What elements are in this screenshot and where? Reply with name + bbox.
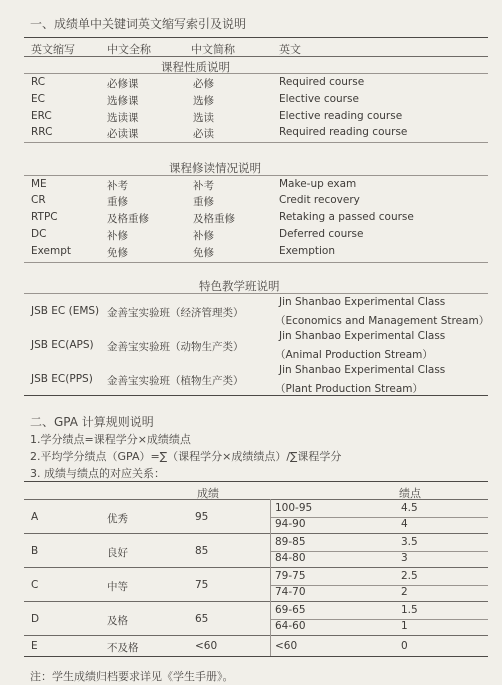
table-cell: Required reading course — [279, 126, 408, 138]
section1-title: 一、成绩单中关键词英文缩写索引及说明 — [30, 17, 247, 31]
table-cell: 补修 — [193, 230, 214, 242]
table-cell: （Economics and Management Stream） — [275, 315, 490, 327]
table-cell: 必修课 — [107, 78, 139, 90]
score-range: <60 — [275, 640, 298, 652]
group-title: 课程修读情况说明 — [169, 161, 261, 175]
table-cell: 重修 — [193, 196, 214, 208]
grade-level: 良好 — [107, 547, 128, 559]
grade-score: <60 — [195, 640, 218, 652]
table-rule — [270, 551, 488, 552]
grade-level: 及格 — [107, 615, 128, 627]
grade-score: 95 — [195, 511, 209, 523]
table-rule — [24, 262, 488, 263]
grade-row-rule — [24, 567, 488, 568]
header-bottom-rule — [24, 56, 488, 57]
grade-score: 65 — [195, 613, 209, 625]
point-header: 绩点 — [399, 487, 421, 500]
table-cell: 选读课 — [107, 112, 139, 124]
score-range: 84-80 — [275, 552, 306, 564]
table-cell: Elective course — [279, 93, 359, 105]
grade-point: 2 — [401, 586, 408, 598]
table-cell: RC — [31, 76, 46, 88]
table-cell: Exemption — [279, 245, 335, 257]
score-range: 94-90 — [275, 518, 306, 530]
table-cell: RTPC — [31, 211, 58, 223]
header-top-rule — [24, 37, 488, 38]
gpa-rule-line: 2.平均学分绩点（GPA）=∑（课程学分×成绩绩点）/∑课程学分 — [30, 450, 342, 463]
table-cell: ME — [31, 178, 47, 190]
table-cell: 必读课 — [107, 128, 139, 140]
table-cell: 及格重修 — [107, 213, 149, 225]
grade-table-bottom-rule — [24, 656, 488, 657]
table-divider — [270, 499, 271, 656]
grade-point: 1 — [401, 620, 408, 632]
table-cell: EC — [31, 93, 45, 105]
grade-point: 1.5 — [401, 604, 418, 616]
table-cell: 补考 — [193, 180, 214, 192]
grade-point: 3.5 — [401, 536, 418, 548]
table-cell: 免修 — [107, 247, 128, 259]
grade-level: 不及格 — [107, 642, 139, 654]
score-range: 100-95 — [275, 502, 313, 514]
table-rule — [270, 619, 488, 620]
score-range: 69-65 — [275, 604, 306, 616]
gpa-rule-line: 1.学分绩点=课程学分×成绩绩点 — [30, 433, 191, 446]
table-cell: Elective reading course — [279, 110, 403, 122]
grade-level: 中等 — [107, 581, 128, 593]
table-cell: （Plant Production Stream） — [275, 383, 423, 395]
group-title: 特色教学班说明 — [199, 279, 280, 293]
table-cell: 必读 — [193, 128, 214, 140]
score-range: 64-60 — [275, 620, 306, 632]
table-cell: RRC — [31, 126, 53, 138]
grade-letter: C — [31, 579, 39, 591]
table-rule — [24, 293, 488, 294]
grade-letter: E — [31, 640, 38, 652]
table-cell: 必修 — [193, 78, 214, 90]
section2-title: 二、GPA 计算规则说明 — [30, 415, 154, 429]
table-cell: ERC — [31, 110, 52, 122]
table-cell: 及格重修 — [193, 213, 235, 225]
table-cell: Retaking a passed course — [279, 211, 414, 223]
table-cell: JSB EC(APS) — [31, 339, 94, 351]
section1-header: 英文 — [279, 43, 301, 56]
table-cell: JSB EC (EMS) — [31, 305, 100, 317]
table-rule — [24, 73, 488, 74]
grade-letter: D — [31, 613, 40, 625]
table-cell: DC — [31, 228, 47, 240]
grade-score: 75 — [195, 579, 209, 591]
gpa-rule-line: 3. 成绩与绩点的对应关系： — [30, 467, 165, 480]
table-cell: Exempt — [31, 245, 71, 257]
table-cell: 补考 — [107, 180, 128, 192]
table-cell: （Animal Production Stream） — [275, 349, 433, 361]
score-range: 74-70 — [275, 586, 306, 598]
grade-point: 0 — [401, 640, 408, 652]
grade-level: 优秀 — [107, 513, 128, 525]
grade-point: 4.5 — [401, 502, 418, 514]
group-title: 课程性质说明 — [161, 60, 230, 74]
table-rule — [24, 142, 488, 143]
grade-row-rule — [24, 601, 488, 602]
table-cell: Credit recovery — [279, 194, 360, 206]
table-rule — [24, 175, 488, 176]
table-cell: 金善宝实验班（植物生产类） — [107, 375, 244, 387]
grade-row-rule — [24, 533, 488, 534]
table-cell: Jin Shanbao Experimental Class — [279, 296, 446, 308]
grade-row-rule — [24, 635, 488, 636]
table-cell: 补修 — [107, 230, 128, 242]
table-cell: JSB EC(PPS) — [31, 373, 93, 385]
table-cell: CR — [31, 194, 46, 206]
table-cell: 选修课 — [107, 95, 139, 107]
section1-header: 英文缩写 — [31, 43, 75, 56]
table-cell: 选修 — [193, 95, 214, 107]
section1-header: 中文全称 — [107, 43, 151, 56]
grade-point: 3 — [401, 552, 408, 564]
table-rule — [270, 517, 488, 518]
table-cell: 金善宝实验班（动物生产类） — [107, 341, 244, 353]
table-cell: 免修 — [193, 247, 214, 259]
table-cell: 选读 — [193, 112, 214, 124]
grade-point: 4 — [401, 518, 408, 530]
section1-header: 中文简称 — [191, 43, 235, 56]
section1-bottom-rule — [24, 395, 488, 396]
table-cell: Deferred course — [279, 228, 364, 240]
table-cell: Jin Shanbao Experimental Class — [279, 330, 446, 342]
table-cell: 重修 — [107, 196, 128, 208]
grade-table-top-rule — [24, 481, 488, 482]
grade-letter: A — [31, 511, 39, 523]
table-cell: Make-up exam — [279, 178, 357, 190]
grade-point: 2.5 — [401, 570, 418, 582]
table-cell: Jin Shanbao Experimental Class — [279, 364, 446, 376]
score-range: 89-85 — [275, 536, 306, 548]
table-cell: 金善宝实验班（经济管理类） — [107, 307, 244, 319]
score-header: 成绩 — [197, 487, 219, 500]
table-cell: Required course — [279, 76, 365, 88]
score-range: 79-75 — [275, 570, 306, 582]
grade-table-header-rule — [24, 499, 488, 500]
grade-letter: B — [31, 545, 39, 557]
footnote: 注：学生成绩归档要求详见《学生手册》。 — [30, 670, 234, 683]
table-rule — [270, 585, 488, 586]
grade-score: 85 — [195, 545, 209, 557]
